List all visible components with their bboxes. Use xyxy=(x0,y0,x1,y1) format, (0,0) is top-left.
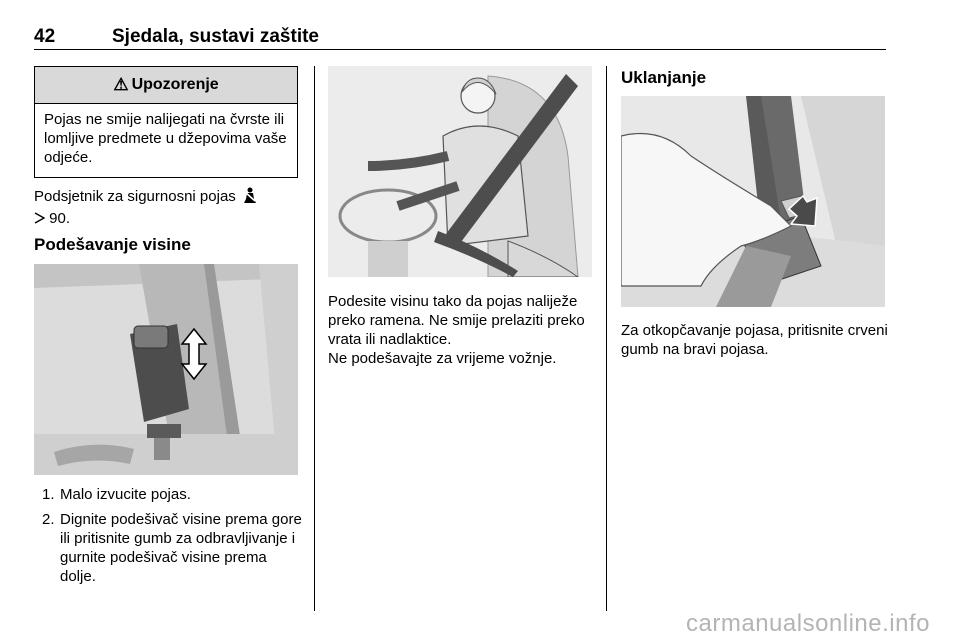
seatbelt-icon xyxy=(243,187,257,209)
page-number: 42 xyxy=(34,26,56,47)
buckle-release-illustration xyxy=(621,96,885,307)
arrow-ref-icon xyxy=(34,210,45,229)
step-number: 1. xyxy=(42,486,55,503)
column-divider xyxy=(606,66,607,611)
height-adjust-steps xyxy=(34,485,302,592)
belt-position-illustration xyxy=(328,66,592,277)
warning-triangle-icon: ⚠ xyxy=(113,75,129,94)
list-item xyxy=(34,510,302,586)
watermark: carmanualsonline.info xyxy=(686,610,930,637)
step-text: Dignite podešivač visine prema gore ili pritisnite gumb za odbravljivanje i gurnite podešivač visine prema dolje. xyxy=(60,511,302,585)
step-number: 2. xyxy=(42,511,55,528)
warning-text: Pojas ne smije nalijegati na čvrste ili lomljive predmete u džepovima vaše odjeće. xyxy=(44,111,287,166)
column-divider xyxy=(314,66,315,611)
warning-title: Upozorenje xyxy=(131,76,219,93)
page-reference[interactable] xyxy=(34,210,70,227)
page-header xyxy=(34,26,886,50)
reminder-text: Podsjetnik za sigurnosni pojas xyxy=(34,188,236,205)
reference-page: 90. xyxy=(49,210,71,227)
list-item xyxy=(34,485,302,504)
warning-header xyxy=(35,67,297,104)
no-adjust-while-driving-text: Ne podešavajte za vrijeme vožnje. xyxy=(328,350,557,367)
belt-position-text: Podesite visinu tako da pojas naliježe preko ramena. Ne smije prelaziti preko vrata ili nadlaktice. xyxy=(328,293,585,348)
warning-box xyxy=(34,66,298,178)
step-text: Malo izvucite pojas. xyxy=(60,486,191,503)
page-title: Sjedala, sustavi zaštite xyxy=(112,26,319,47)
height-adjust-heading: Podešavanje visine xyxy=(34,235,191,254)
seatbelt-reminder xyxy=(34,187,304,229)
removal-heading: Uklanjanje xyxy=(621,68,707,87)
removal-text: Za otkopčavanje pojasa, pritisnite crveni gumb na bravi pojasa. xyxy=(621,322,888,358)
height-adjuster-illustration xyxy=(34,264,298,475)
